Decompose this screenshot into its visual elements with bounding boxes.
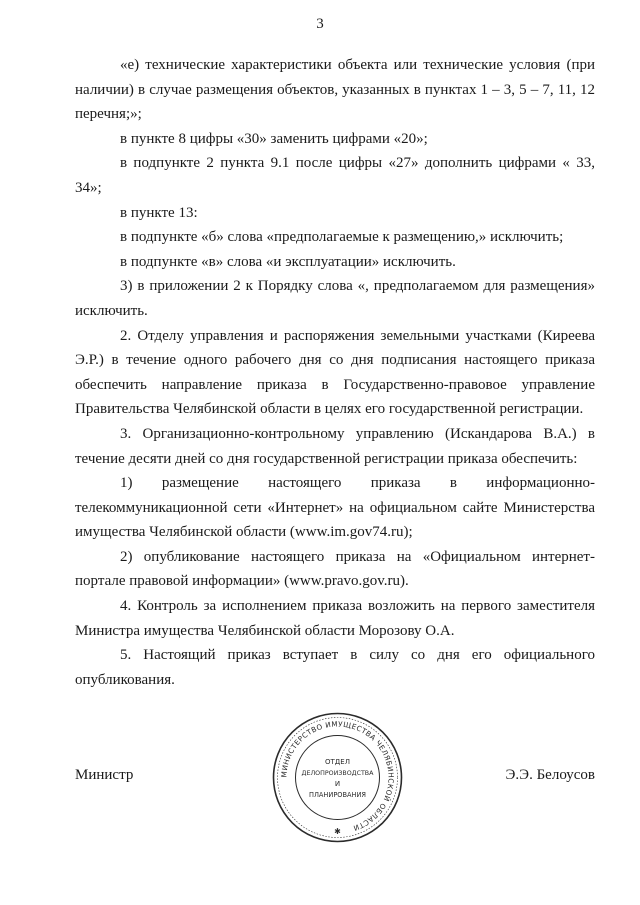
paragraph-item-4-control: 4. Контроль за исполнением приказа возложить на первого заместителя Министра имущества Челябинской области Морозову О.А. <box>75 598 595 639</box>
paragraph-point-8: в пункте 8 цифры «30» заменить цифрами «20»; <box>120 130 428 147</box>
seal-star-icon: ✱ <box>334 827 341 836</box>
paragraph-item-2-land-department: 2. Отделу управления и распоряжения земельными участками (Киреева Э.Р.) в течение одного рабочего дня со дня подписания настоящего приказа обеспечить направление приказа в Государственно-правовое управление Правительства Челябинской области в целях его государственной регистрации. <box>75 327 595 418</box>
paragraph-point-13: в пункте 13: <box>120 204 198 221</box>
svg-text:ДЕЛОПРОИЗВОДСТВА: ДЕЛОПРОИЗВОДСТВА <box>301 770 374 777</box>
signatory-name: Э.Э. Белоусов <box>505 767 595 783</box>
seal-center-text <box>302 758 375 799</box>
seal-ring-text: МИНИСТЕРСТВО ИМУЩЕСТВА ЧЕЛЯБИНСКОЙ ОБЛАСТИ <box>279 719 396 833</box>
paragraph-subpoint-b: в подпункте «б» слова «предполагаемые к размещению,» исключить; <box>120 229 564 246</box>
paragraph-appendix-2: 3) в приложении 2 к Порядку слова «, предполагаемом для размещения» исключить. <box>75 278 595 319</box>
svg-text:И: И <box>334 780 341 788</box>
official-seal-stamp <box>270 710 405 845</box>
signatory-title: Министр <box>75 767 134 783</box>
paragraph-characteristics: «е) технические характеристики объекта или технические условия (при наличии) в случае размещения объектов, указанных в пунктах 1 – 3, 5 – 7, 11, 12 перечня;»; <box>75 57 595 123</box>
page-number: 3 <box>316 16 324 32</box>
paragraph-item-3-2-publication: 2) опубликование настоящего приказа на «Официальном интернет-портале правовой информации» (www.pravo.gov.ru). <box>75 548 595 590</box>
paragraph-subpoint-v: в подпункте «в» слова «и эксплуатации» исключить. <box>120 253 456 270</box>
paragraph-item-3-1-internet: 1) размещение настоящего приказа в информационно-телекоммуникационной сети «Интернет» на официальном сайте Министерства имущества Челябинской области (www.im.gov74.ru); <box>75 475 595 541</box>
svg-text:ПЛАНИРОВАНИЯ: ПЛАНИРОВАНИЯ <box>309 791 366 799</box>
paragraph-item-3-control-department: 3. Организационно-контрольному управлению (Искандарова В.А.) в течение десяти дней со дня государственной регистрации приказа обеспечить: <box>75 425 595 467</box>
paragraph-subpoint-2-point-9-1: в подпункте 2 пункта 9.1 после цифры «27» дополнить цифрами « 33, 34»; <box>75 155 595 196</box>
paragraph-item-5-effect: 5. Настоящий приказ вступает в силу со дня его официального опубликования. <box>75 647 595 688</box>
svg-text:ОТДЕЛ: ОТДЕЛ <box>325 758 350 766</box>
order-body-text <box>75 53 595 692</box>
